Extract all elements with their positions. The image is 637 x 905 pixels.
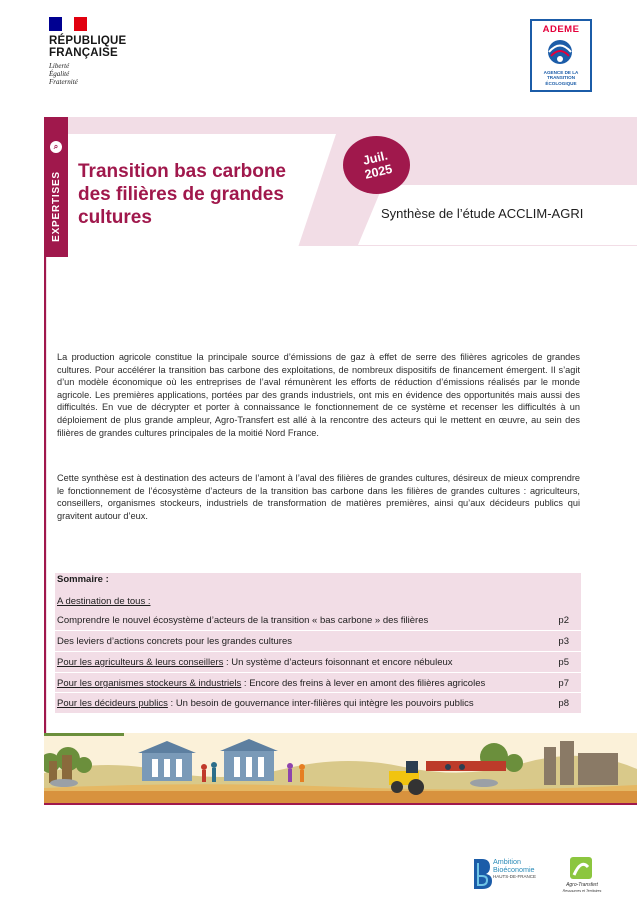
audience-link[interactable]: Pour les décideurs publics: [57, 698, 168, 709]
sommaire-item[interactable]: Comprendre le nouvel écosystème d’acteurs de la transition « bas carbone » des filières p2: [55, 613, 581, 628]
sommaire-item[interactable]: Des leviers d’actions concrets pour les grandes cultures p3: [55, 634, 581, 649]
page-number: p8: [558, 698, 569, 709]
page-number: p7: [558, 678, 569, 689]
sommaire-title: Sommaire :: [57, 574, 109, 585]
page-number: p2: [558, 615, 569, 626]
french-flag-icon: [49, 17, 87, 31]
ademe-logo: [530, 19, 592, 92]
page-number: p5: [558, 657, 569, 668]
expertises-label: EXPERTISES: [50, 170, 62, 242]
gov-motto: Liberté Égalité Fraternité: [49, 62, 78, 86]
sommaire-subtitle: A destination de tous :: [57, 596, 151, 607]
farm-landscape-illustration: [44, 733, 637, 803]
audience-link[interactable]: Pour les organismes stockeurs & industriels: [57, 678, 242, 689]
date-badge: Juil. 2025: [343, 136, 410, 194]
ademe-emblem-icon: [541, 37, 579, 67]
intro-paragraph: La production agricole constitue la principale source d’émissions de gaz à effet de serre des filières agricoles de grandes cultures. Pour accélérer la transition bas carbone des exploitations, de nombreux dispositifs de financement émergent. Il s’agit d’un modèle économique où les entreprises de l’aval rémunèrent les efforts de réduction d’émissions réalisés par le monde agricole. Les premières applications, portées par des grands industriels, ont mis en évidence des opportunités mais aussi des difficultés. En vue de décrypter et porter à connaissance le fonctionnement de ce système et recenser les difficultés à un déploiement de plus grande ampleur, Agro-Transfert est allé à la rencontre des acteurs qui le mettent en œuvre, au sein des filières de grandes cultures principales de la moitié Nord France.: [57, 352, 580, 438]
gov-name: RÉPUBLIQUE FRANÇAISE: [49, 35, 127, 59]
divider: [55, 630, 581, 631]
sommaire-item[interactable]: Pour les décideurs publics : Un besoin de gouvernance inter-filières qui intègre les pouvoirs publics p8: [55, 696, 581, 711]
sommaire-item[interactable]: Pour les organismes stockeurs & industriels : Encore des freins à lever en amont des filières agricoles p7: [55, 676, 581, 691]
search-icon: ⌕: [50, 141, 62, 153]
divider: [55, 672, 581, 673]
sommaire-item[interactable]: Pour les agriculteurs & leurs conseillers : Un système d’acteurs foisonnant et encore nébuleux p5: [55, 655, 581, 670]
ademe-title: ADEME: [542, 24, 580, 35]
frame-left-border: [44, 257, 46, 805]
ademe-subtitle: AGENCE DE LA TRANSITION ÉCOLOGIQUE: [543, 70, 579, 86]
divider: [55, 692, 581, 693]
audience-link[interactable]: Pour les agriculteurs & leurs conseillers: [57, 657, 224, 668]
republique-francaise-logo: [49, 17, 159, 86]
ambition-bioeconomie-text: Ambition Bioéconomie HAUTS-DE-FRANCE: [493, 857, 537, 880]
page-title: Transition bas carbone des filières de grandes cultures: [78, 161, 286, 228]
agro-transfert-text: Agro-Transfert Ressources et Territoires: [562, 882, 602, 893]
divider: [55, 651, 581, 652]
page-number: p3: [558, 636, 569, 647]
audience-paragraph: Cette synthèse est à destination des acteurs de l’amont à l’aval des filières de grandes cultures, désireux de mieux comprendre le fonctionnement de l’écosystème d’acteurs de la transition bas carbone dans les filières de grandes cultures : agriculteurs, conseillers, organismes stockeurs, industriels de transformation de matières premières, ainsi qu’aux décideurs publics qui gravitent autour d’eux.: [57, 473, 580, 521]
frame-bottom-border: [44, 803, 637, 805]
page-subtitle: Synthèse de l’étude ACCLIM-AGRI: [381, 206, 584, 221]
